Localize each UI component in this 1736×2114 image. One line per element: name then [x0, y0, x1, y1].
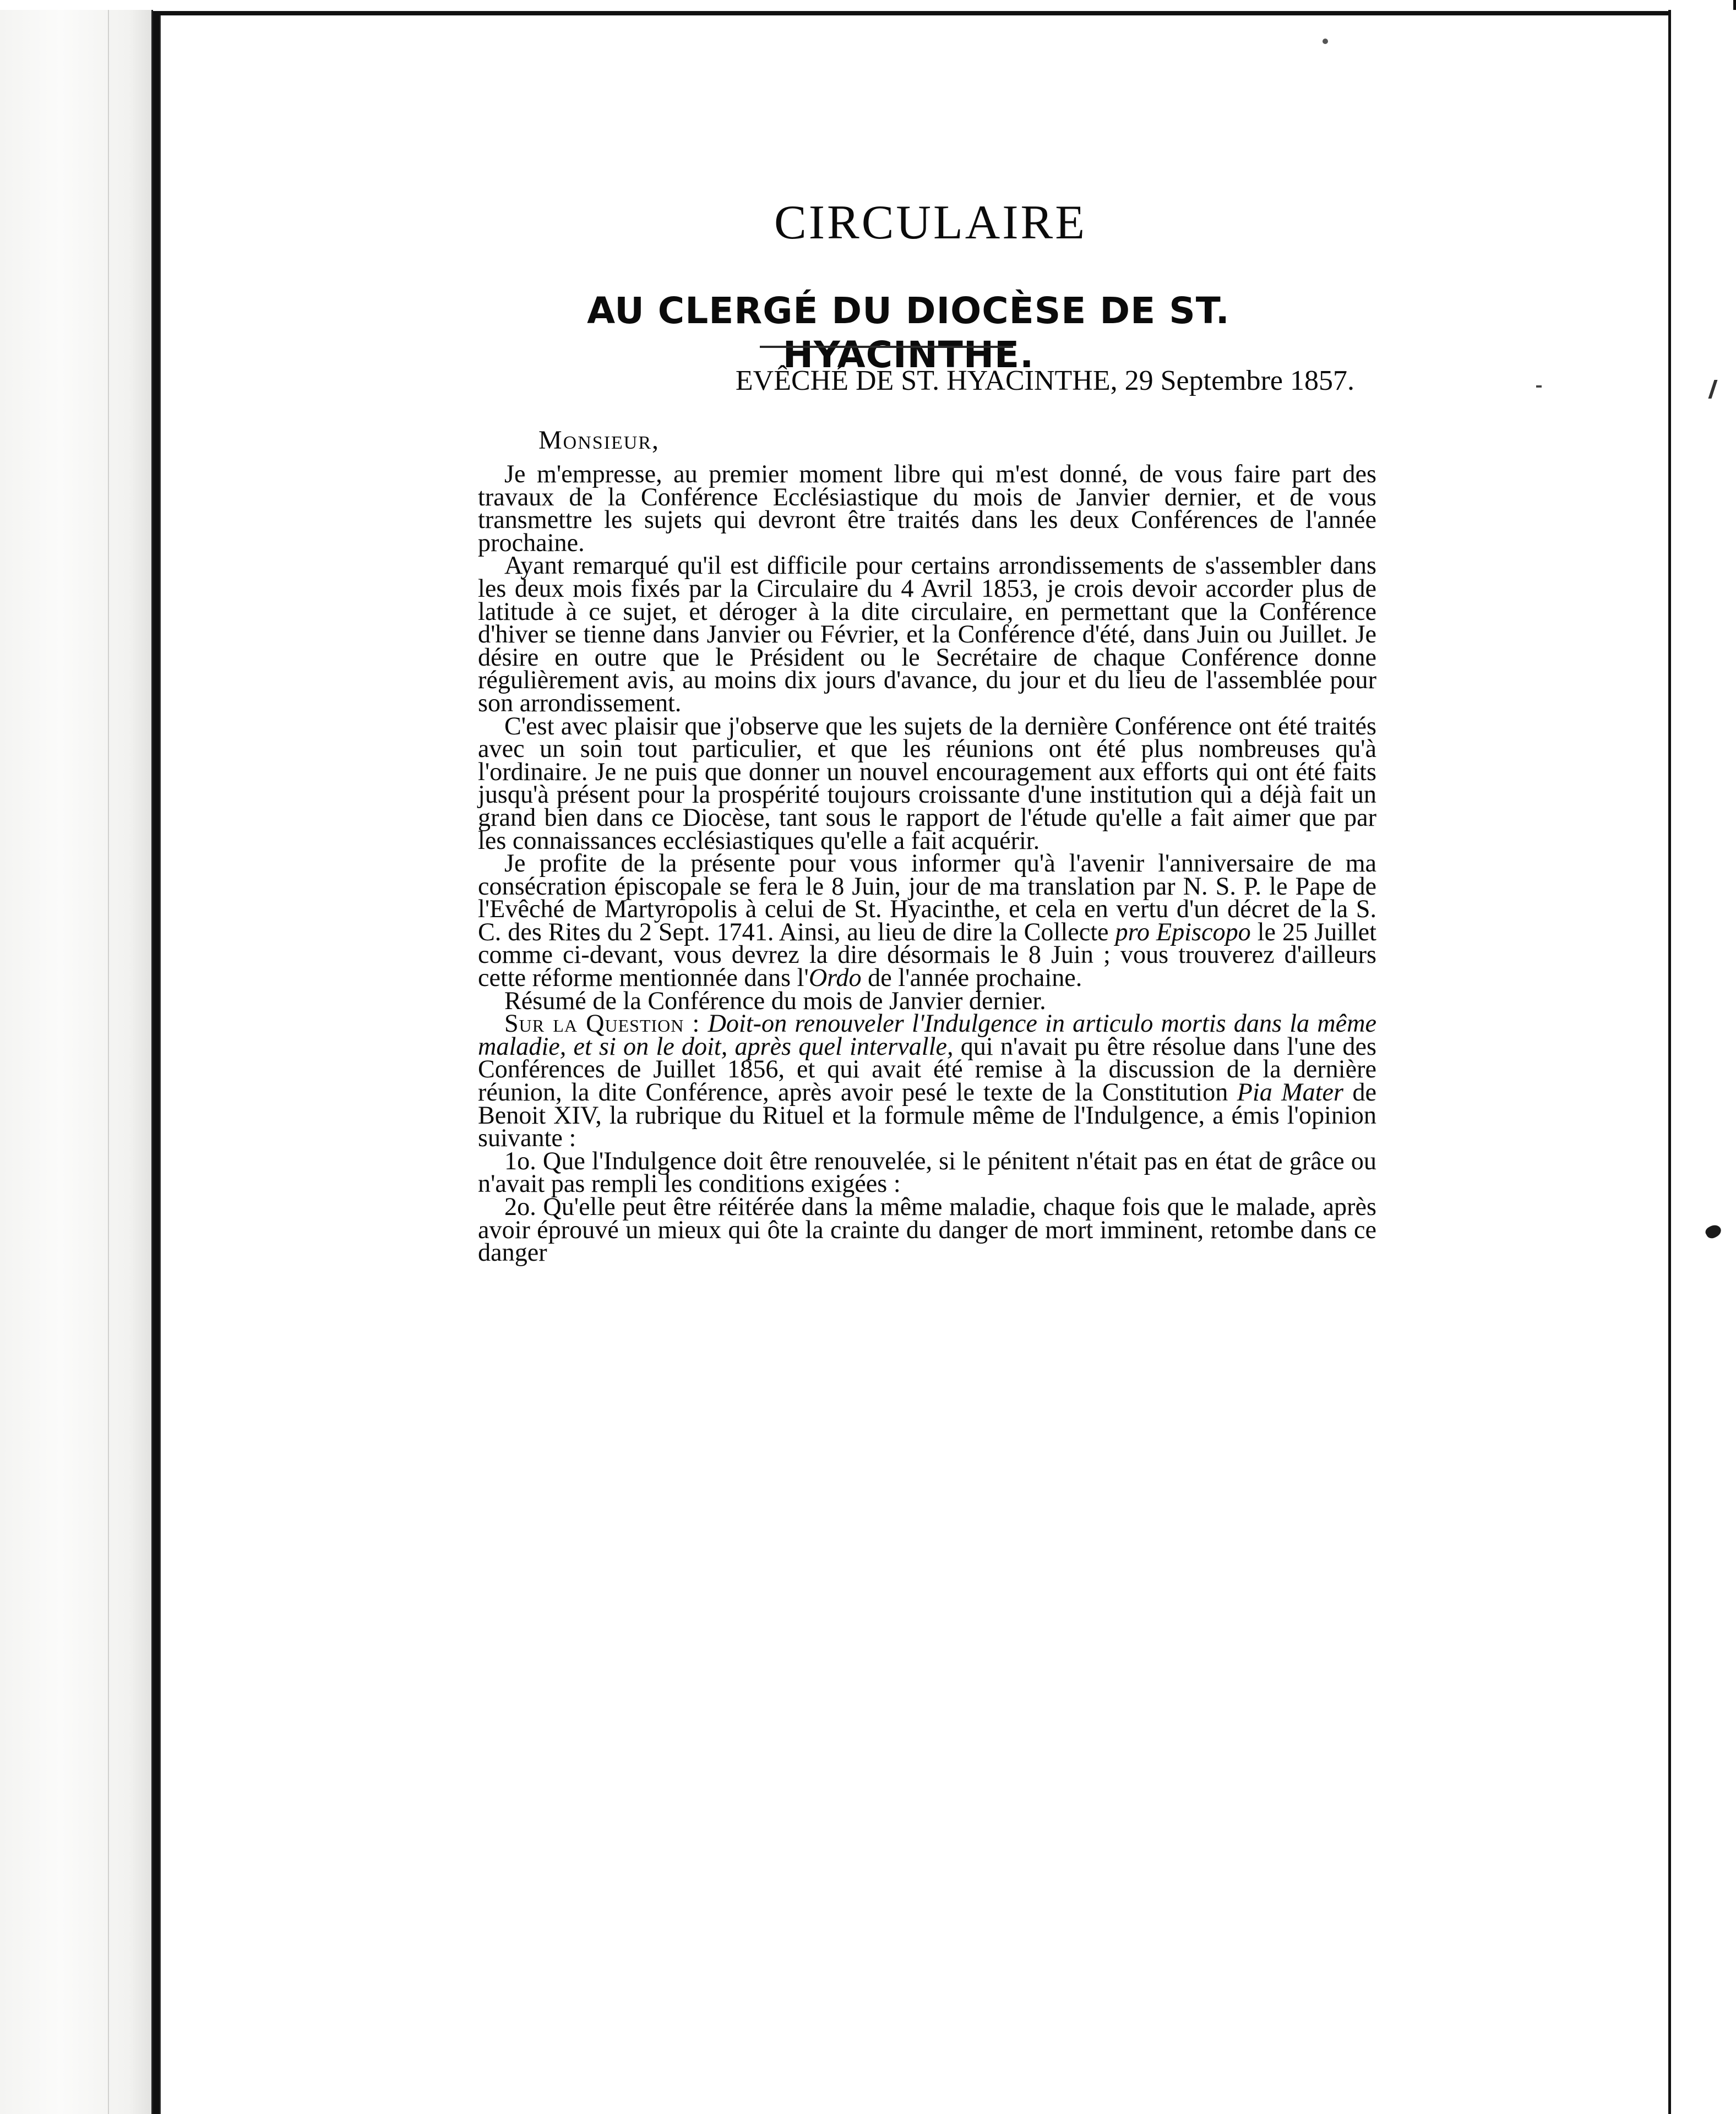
- paragraph: Je m'empresse, au premier moment libre qui m'est donné, de vous faire part des travaux de la Conférence Ecclésiastique du mois de Janvier dernier, et de vous transmettre les sujets qui devront être traités dans les deux Conférences de l'année prochaine.: [478, 460, 1376, 557]
- text-run: de l'année prochaine.: [861, 963, 1082, 992]
- paragraph: C'est avec plaisir que j'observe que les sujets de la dernière Conférence ont été traités avec un soin tout particulier, et que les réunions ont été plus nombreuses qu'à l'ordinaire. Je ne puis que donner un nouvel encouragement aux efforts qui ont été faits jusqu'à présent pour la prospérité toujours croissante d'une institution qui a déjà fait un grand bien dans ce Diocèse, tant sous le rapport de l'étude qu'elle a fait aimer que par les connaissances ecclésiastiques qu'elle a fait acquérir.: [478, 711, 1376, 854]
- salutation: Monsieur,: [538, 426, 660, 455]
- question-text: Doit-on renouveler l'Indulgence in articulo mortis dans la même maladie, et si on le doit, après quel intervalle,: [478, 1009, 1377, 1060]
- text-run: de Benoit XIV, la rubrique du Rituel et la formule même de l'Indulgence, a émis l'opinion suivante :: [478, 1078, 1376, 1152]
- italic-phrase: Pia Mater: [1237, 1078, 1344, 1107]
- text-run: Je profite de la présente pour vous informer qu'à l'avenir l'anniversaire de ma consécration épiscopale se fera le 8 Juin, jour de ma translation par N. S. P. le Pape de l'Evêché de Martyropolis à celui de St. Hyacinthe, et cela en vertu d'un décret de la S. C. des Rites du 2 Sept. 1741. Ainsi, au lieu de dire la Collecte: [478, 849, 1376, 946]
- page-speck: [1323, 39, 1328, 44]
- dateline: EVÊCHÉ DE ST. HYACINTHE, 29 Septembre 1857.: [735, 365, 1354, 396]
- text-run: le 25 Juillet comme ci-devant, vous devrez la dire désormais le 8 Juin ; vous trouverez d'ailleurs cette réforme mentionnée dans l': [478, 917, 1377, 992]
- question-label: Sur la Question :: [504, 1009, 700, 1038]
- paragraph: 1o. Que l'Indulgence doit être renouvelée, si le pénitent n'était pas en état de grâce ou n'avait pas rempli les conditions exigées :: [478, 1146, 1376, 1198]
- italic-phrase: pro Episcopo: [1115, 917, 1251, 946]
- document-subtitle: AU CLERGÉ DU DIOCÈSE DE ST. HYACINTHE.: [587, 290, 1230, 376]
- paragraph: [478, 849, 1377, 992]
- page-speck: [1536, 385, 1542, 388]
- italic-phrase: Ordo: [808, 963, 862, 992]
- paragraph: Résumé de la Conférence du mois de Janvier dernier.: [504, 986, 1046, 1015]
- leaf-fold-line: [108, 10, 109, 2114]
- paragraph: 2o. Qu'elle peut être réitérée dans la même maladie, chaque fois que le malade, après avoir éprouvé un mieux qui ôte la crainte du danger de mort imminent, retombe dans ce danger: [478, 1192, 1376, 1267]
- previous-leaf: [0, 10, 153, 2114]
- paragraph: [478, 1009, 1377, 1152]
- title-rule: [760, 346, 1013, 348]
- paragraph: Ayant remarqué qu'il est difficile pour certains arrondissements de s'assembler dans les deux mois fixés par la Circulaire du 4 Avril 1853, je crois devoir accorder plus de latitude à ce sujet, et déroger à la dite circulaire, en permettant que la Conférence d'hiver se tienne dans Janvier ou Février, et la Conférence d'été, dans Juin ou Juillet. Je désire en outre que le Président ou le Secrétaire de chaque Conférence donne régulièrement avis, au moins dix jours d'avance, du jour et du lieu de l'assemblée pour son arrondissement.: [478, 551, 1376, 717]
- text-run: qui n'avait pu être résolue dans l'une des Conférences de Juillet 1856, et qui avait été remise à la discussion de la dernière réunion, la dite Conférence, après avoir pesé le texte de la Constitution: [478, 1032, 1376, 1107]
- scan-right-margin: [1668, 10, 1736, 2114]
- letter-body: [478, 460, 1377, 1267]
- scan-top-edge: [0, 0, 1733, 11]
- document-title: CIRCULAIRE: [774, 196, 1087, 249]
